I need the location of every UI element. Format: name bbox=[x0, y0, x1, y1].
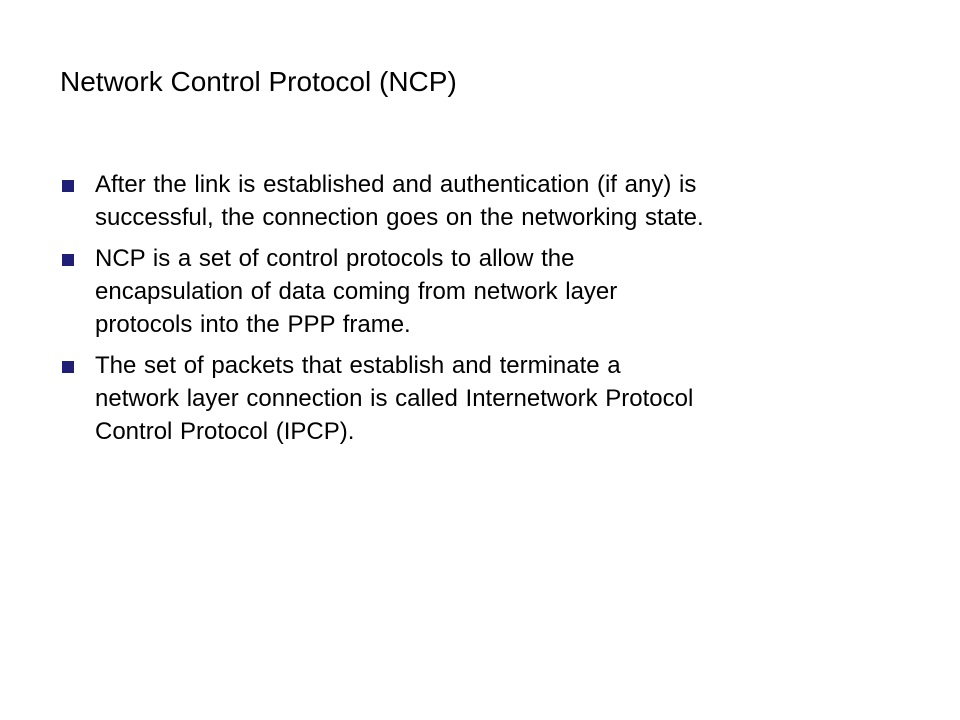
bullet-line: Control Protocol (IPCP). bbox=[95, 418, 355, 445]
bullet-item-3 bbox=[60, 349, 910, 448]
bullet-line: successful, the connection goes on the networking state. bbox=[95, 204, 704, 231]
bullet-line: protocols into the PPP frame. bbox=[95, 311, 411, 338]
bullet-line: The set of packets that establish and terminate a bbox=[95, 352, 621, 379]
bullet-item-2 bbox=[60, 242, 910, 341]
bullet-item-1 bbox=[60, 168, 910, 234]
bullet-list bbox=[60, 168, 910, 456]
square-bullet-icon bbox=[62, 361, 74, 373]
bullet-line: network layer connection is called Internetwork Protocol bbox=[95, 385, 694, 412]
slide-title: Network Control Protocol (NCP) bbox=[60, 66, 457, 97]
bullet-line: NCP is a set of control protocols to allow the bbox=[95, 245, 575, 272]
square-bullet-icon bbox=[62, 254, 74, 266]
bullet-line: encapsulation of data coming from network layer bbox=[95, 278, 618, 305]
bullet-line: After the link is established and authentication (if any) is bbox=[95, 171, 697, 198]
square-bullet-icon bbox=[62, 180, 74, 192]
